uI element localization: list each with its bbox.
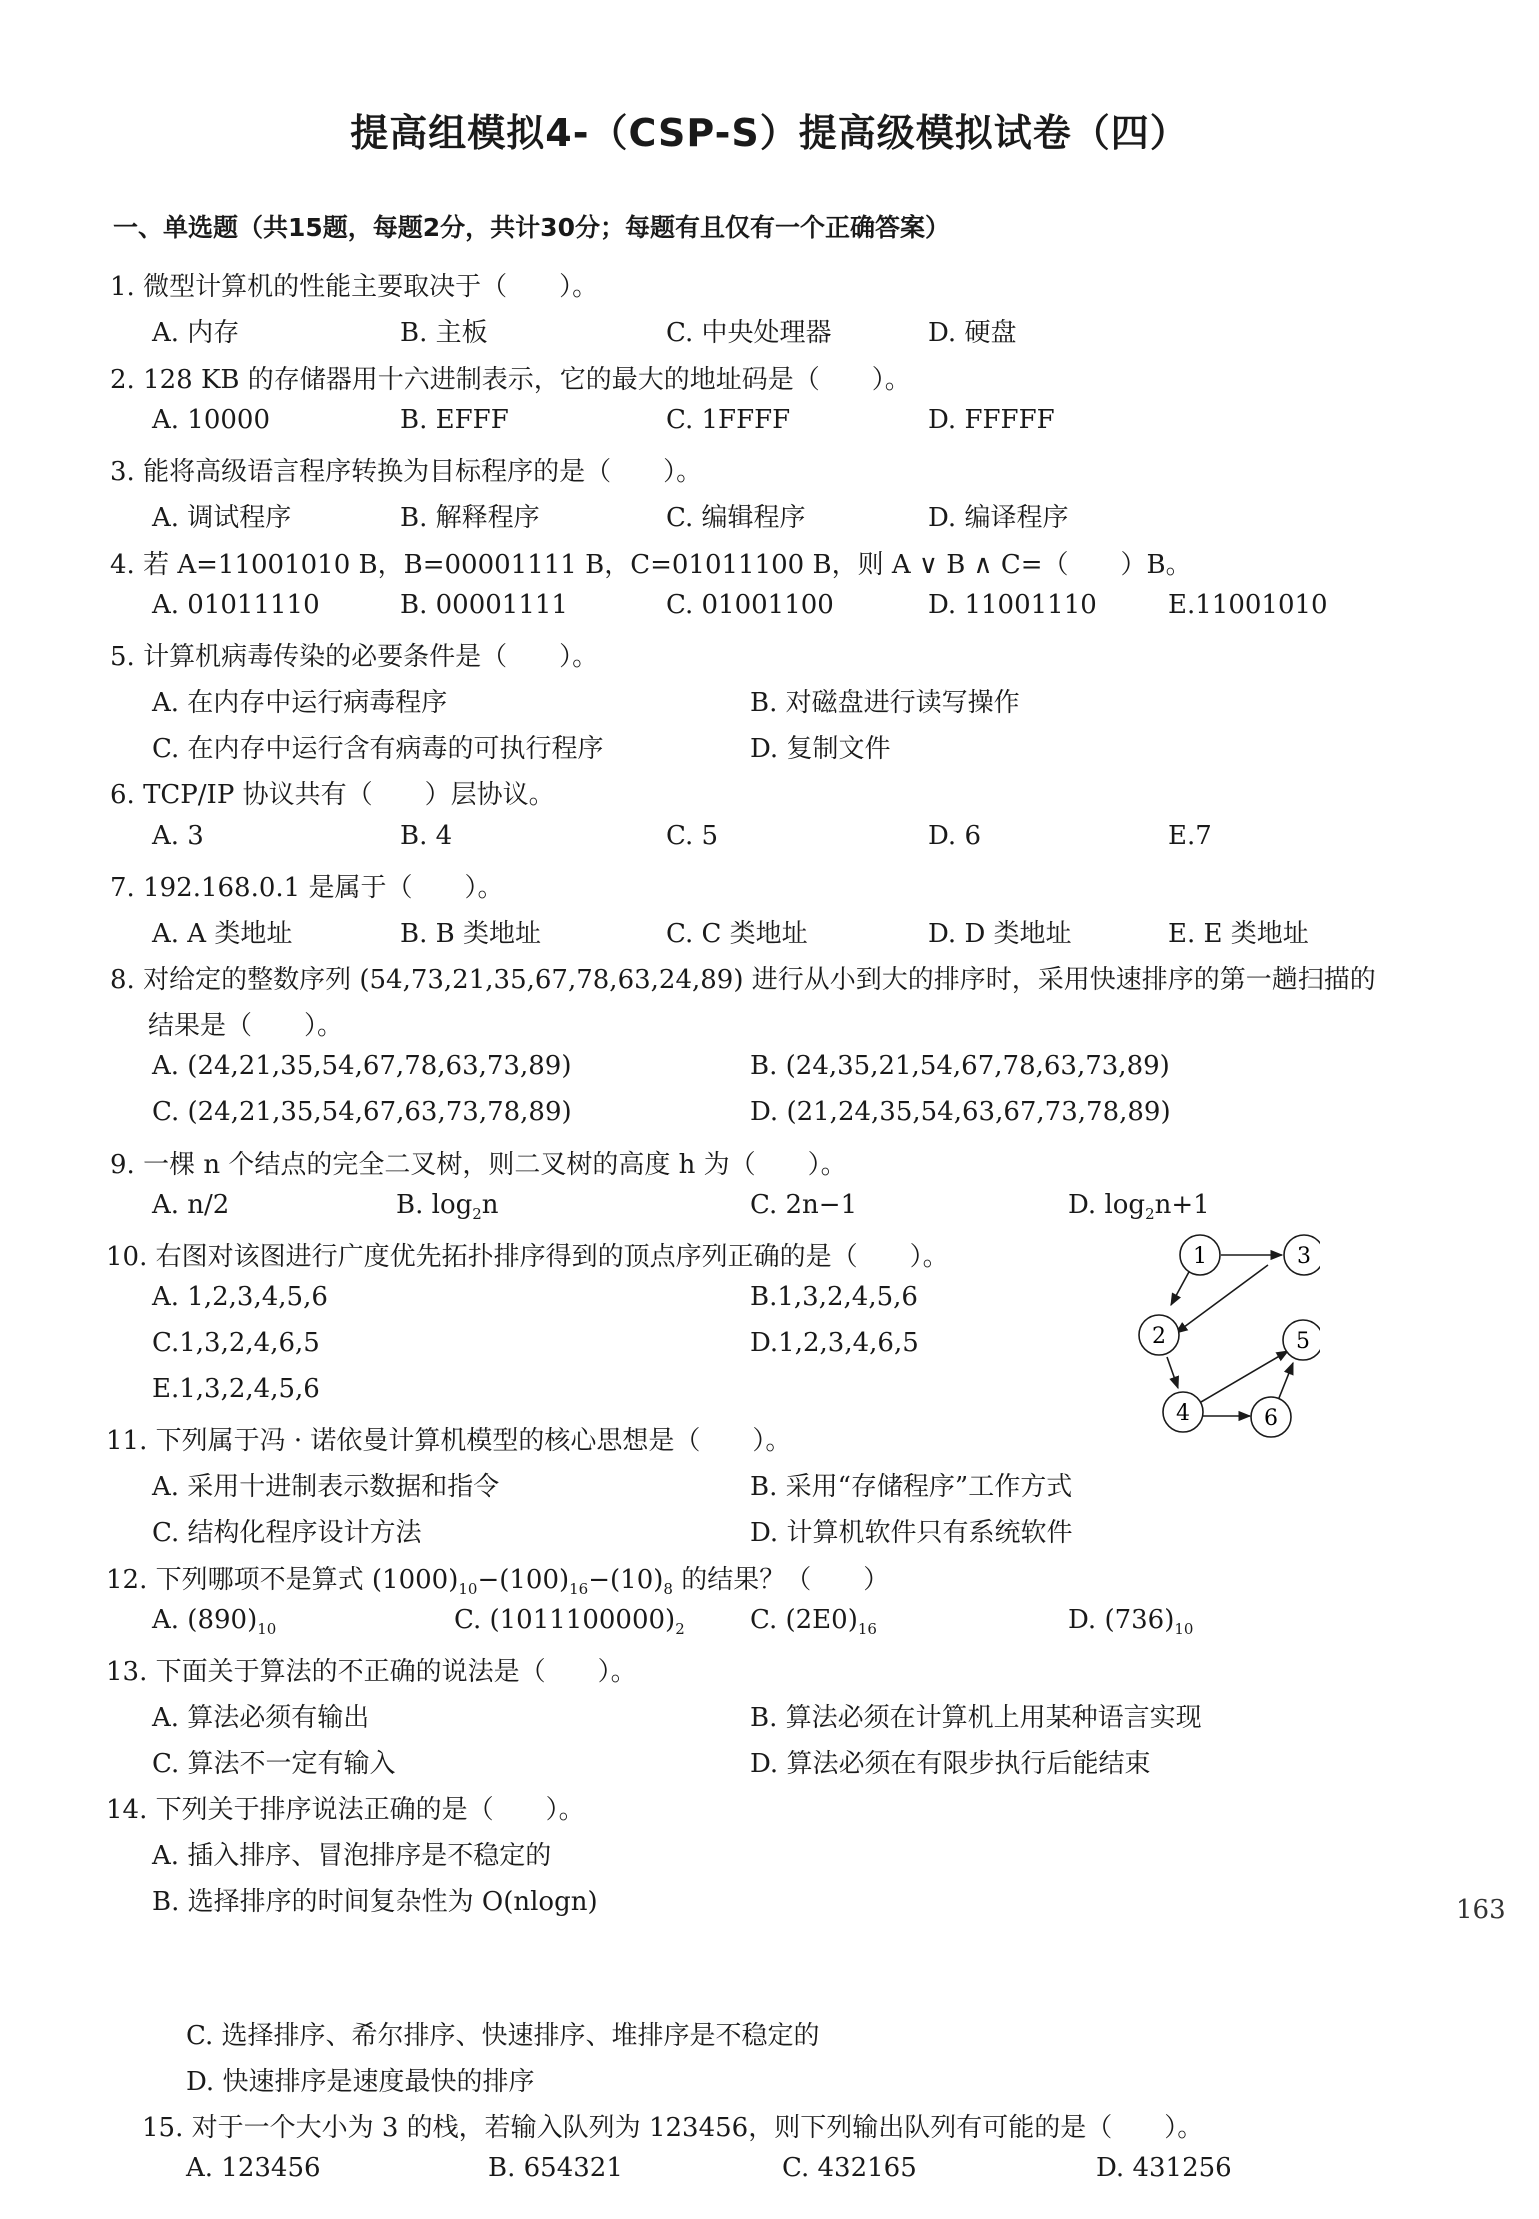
question-6: 6. TCP/IP 协议共有（ ）层协议。 [110, 780, 555, 810]
q10-option-d: D.1,2,3,4,6,5 [750, 1328, 919, 1358]
svg-text:4: 4 [1176, 1401, 1190, 1426]
question-8-line2: 结果是（ ）。 [148, 1011, 344, 1041]
node-1 [1180, 1235, 1220, 1275]
node-5 [1283, 1320, 1320, 1360]
node-4 [1163, 1392, 1203, 1432]
q6-option-c: C. 5 [666, 821, 719, 851]
q5-option-a: A. 在内存中运行病毒程序 [152, 688, 448, 718]
q15-option-b: B. 654321 [488, 2153, 623, 2183]
q4-option-a: A. 01011110 [152, 590, 320, 620]
q9-option-a: A. n/2 [152, 1190, 230, 1220]
q5-option-b: B. 对磁盘进行读写操作 [750, 688, 1020, 718]
q1-option-a: A. 内存 [152, 318, 240, 348]
q7-option-b: B. B 类地址 [400, 919, 542, 949]
edge-1-2 [1171, 1270, 1190, 1305]
q14-option-b: B. 选择排序的时间复杂性为 O(nlogn) [152, 1887, 598, 1917]
q7-option-d: D. D 类地址 [928, 919, 1072, 949]
q9-option-b: B. $\log_2n$ [396, 1190, 499, 1223]
node-6 [1251, 1397, 1291, 1437]
q4-option-e: E.11001010 [1168, 590, 1328, 620]
q9-option-d: D. $\log_2n+1$ [1068, 1190, 1210, 1223]
svg-text:2: 2 [1152, 1324, 1166, 1349]
q2-option-d: D. FFFFF [928, 405, 1055, 435]
question-10: 10. 右图对该图进行广度优先拓扑排序得到的顶点序列正确的是（ ）。 [106, 1242, 949, 1272]
q8-option-c: C. (24,21,35,54,67,63,73,78,89) [152, 1097, 572, 1127]
q6-option-d: D. 6 [928, 821, 981, 851]
q2-option-c: C. 1FFFF [666, 405, 791, 435]
q10-option-c: C.1,3,2,4,6,5 [152, 1328, 320, 1358]
q3-option-c: C. 编辑程序 [666, 503, 806, 533]
q10-option-e: E.1,3,2,4,5,6 [152, 1374, 320, 1404]
question-13: 13. 下面关于算法的不正确的说法是（ ）。 [106, 1657, 637, 1687]
svg-text:5: 5 [1296, 1329, 1310, 1354]
question-4: 4. 若 A=11001010 B，B=00001111 B，C=01011100 B，则 A ∨ B ∧ C=（ ）B。 [110, 550, 1192, 580]
question-11: 11. 下列属于冯 · 诺依曼计算机模型的核心思想是（ ）。 [106, 1426, 792, 1456]
question-12: 12. 下列哪项不是算式 $(1000)_{10}-(100)_{16}-(10)_8$ 的结果？（ ） [106, 1565, 890, 1598]
question-15: 15. 对于一个大小为 3 的栈，若输入队列为 123456，则下列输出队列有可能的是（ ）。 [142, 2113, 1204, 2143]
q13-option-b: B. 算法必须在计算机上用某种语言实现 [750, 1703, 1202, 1733]
q10-option-b: B.1,3,2,4,5,6 [750, 1282, 918, 1312]
q1-option-d: D. 硬盘 [928, 318, 1017, 348]
q12-option-d: D. $(736)_{10}$ [1068, 1605, 1194, 1638]
q7-option-e: E. E 类地址 [1168, 919, 1309, 949]
q3-option-a: A. 调试程序 [152, 503, 292, 533]
q11-option-d: D. 计算机软件只有系统软件 [750, 1518, 1073, 1548]
q13-option-c: C. 算法不一定有输入 [152, 1749, 396, 1779]
q1-option-b: B. 主板 [400, 318, 488, 348]
q14-option-d: D. 快速排序是速度最快的排序 [186, 2067, 535, 2097]
q2-option-a: A. 10000 [152, 405, 271, 435]
q13-option-a: A. 算法必须有输出 [152, 1703, 370, 1733]
q14-option-c: C. 选择排序、希尔排序、快速排序、堆排序是不稳定的 [186, 2021, 820, 2051]
question-1: 1. 微型计算机的性能主要取决于（ ）。 [110, 272, 599, 302]
q4-option-c: C. 01001100 [666, 590, 834, 620]
q11-option-c: C. 结构化程序设计方法 [152, 1518, 422, 1548]
section-heading: 一、单选题（共15题，每题2分，共计30分；每题有且仅有一个正确答案） [113, 213, 950, 242]
q11-option-a: A. 采用十进制表示数据和指令 [152, 1472, 500, 1502]
q14-option-a: A. 插入排序、冒泡排序是不稳定的 [152, 1841, 552, 1871]
question-3: 3. 能将高级语言程序转换为目标程序的是（ ）。 [110, 457, 703, 487]
q3-option-b: B. 解释程序 [400, 503, 540, 533]
q1-option-c: C. 中央处理器 [666, 318, 832, 348]
q7-option-a: A. A 类地址 [152, 919, 293, 949]
question-2: 2. 128 KB 的存储器用十六进制表示，它的最大的地址码是（ ）。 [110, 365, 911, 395]
question-9: 9. 一棵 n 个结点的完全二叉树，则二叉树的高度 h 为（ ）。 [110, 1150, 847, 1180]
q15-option-a: A. 123456 [186, 2153, 321, 2183]
question-5: 5. 计算机病毒传染的必要条件是（ ）。 [110, 642, 599, 672]
q6-option-a: A. 3 [152, 821, 204, 851]
q4-option-d: D. 11001110 [928, 590, 1097, 620]
dag-figure [1060, 1225, 1320, 1455]
q13-option-d: D. 算法必须在有限步执行后能结束 [750, 1749, 1151, 1779]
q8-option-b: B. (24,35,21,54,67,78,63,73,89) [750, 1051, 1170, 1081]
question-14: 14. 下列关于排序说法正确的是（ ）。 [106, 1795, 585, 1825]
q15-option-c: C. 432165 [782, 2153, 917, 2183]
q5-option-c: C. 在内存中运行含有病毒的可执行程序 [152, 734, 604, 764]
node-2 [1139, 1315, 1179, 1355]
q12-option-b: C. $(1011100000)_2$ [454, 1605, 685, 1638]
page-title: 提高组模拟4-（CSP-S）提高级模拟试卷（四） [350, 111, 1189, 155]
q6-option-e: E.7 [1168, 821, 1212, 851]
q2-option-b: B. EFFF [400, 405, 509, 435]
q6-option-b: B. 4 [400, 821, 453, 851]
q5-option-d: D. 复制文件 [750, 734, 891, 764]
edge-3-2 [1176, 1265, 1268, 1333]
q10-option-a: A. 1,2,3,4,5,6 [152, 1282, 328, 1312]
node-3 [1284, 1235, 1320, 1275]
q3-option-d: D. 编译程序 [928, 503, 1069, 533]
question-8: 8. 对给定的整数序列 (54,73,21,35,67,78,63,24,89) 进行从小到大的排序时，采用快速排序的第一趟扫描的 [110, 965, 1376, 995]
svg-text:1: 1 [1193, 1244, 1207, 1269]
q8-option-d: D. (21,24,35,54,63,67,73,78,89) [750, 1097, 1171, 1127]
page-number: 163 [1456, 1895, 1506, 1925]
question-7: 7. 192.168.0.1 是属于（ ）。 [110, 873, 504, 903]
q11-option-b: B. 采用“存储程序”工作方式 [750, 1472, 1073, 1502]
q8-option-a: A. (24,21,35,54,67,78,63,73,89) [152, 1051, 572, 1081]
q12-option-c: C. $(2E0)_{16}$ [750, 1605, 877, 1638]
q4-option-b: B. 00001111 [400, 590, 568, 620]
edge-6-5 [1277, 1363, 1293, 1403]
q7-option-c: C. C 类地址 [666, 919, 808, 949]
q9-option-c: C. 2n−1 [750, 1190, 858, 1220]
q15-option-d: D. 431256 [1096, 2153, 1232, 2183]
edge-2-4 [1167, 1357, 1178, 1388]
edge-4-5 [1201, 1351, 1288, 1402]
q12-option-a: A. $(890)_{10}$ [152, 1605, 277, 1638]
svg-text:6: 6 [1264, 1406, 1278, 1431]
svg-text:3: 3 [1297, 1244, 1311, 1269]
